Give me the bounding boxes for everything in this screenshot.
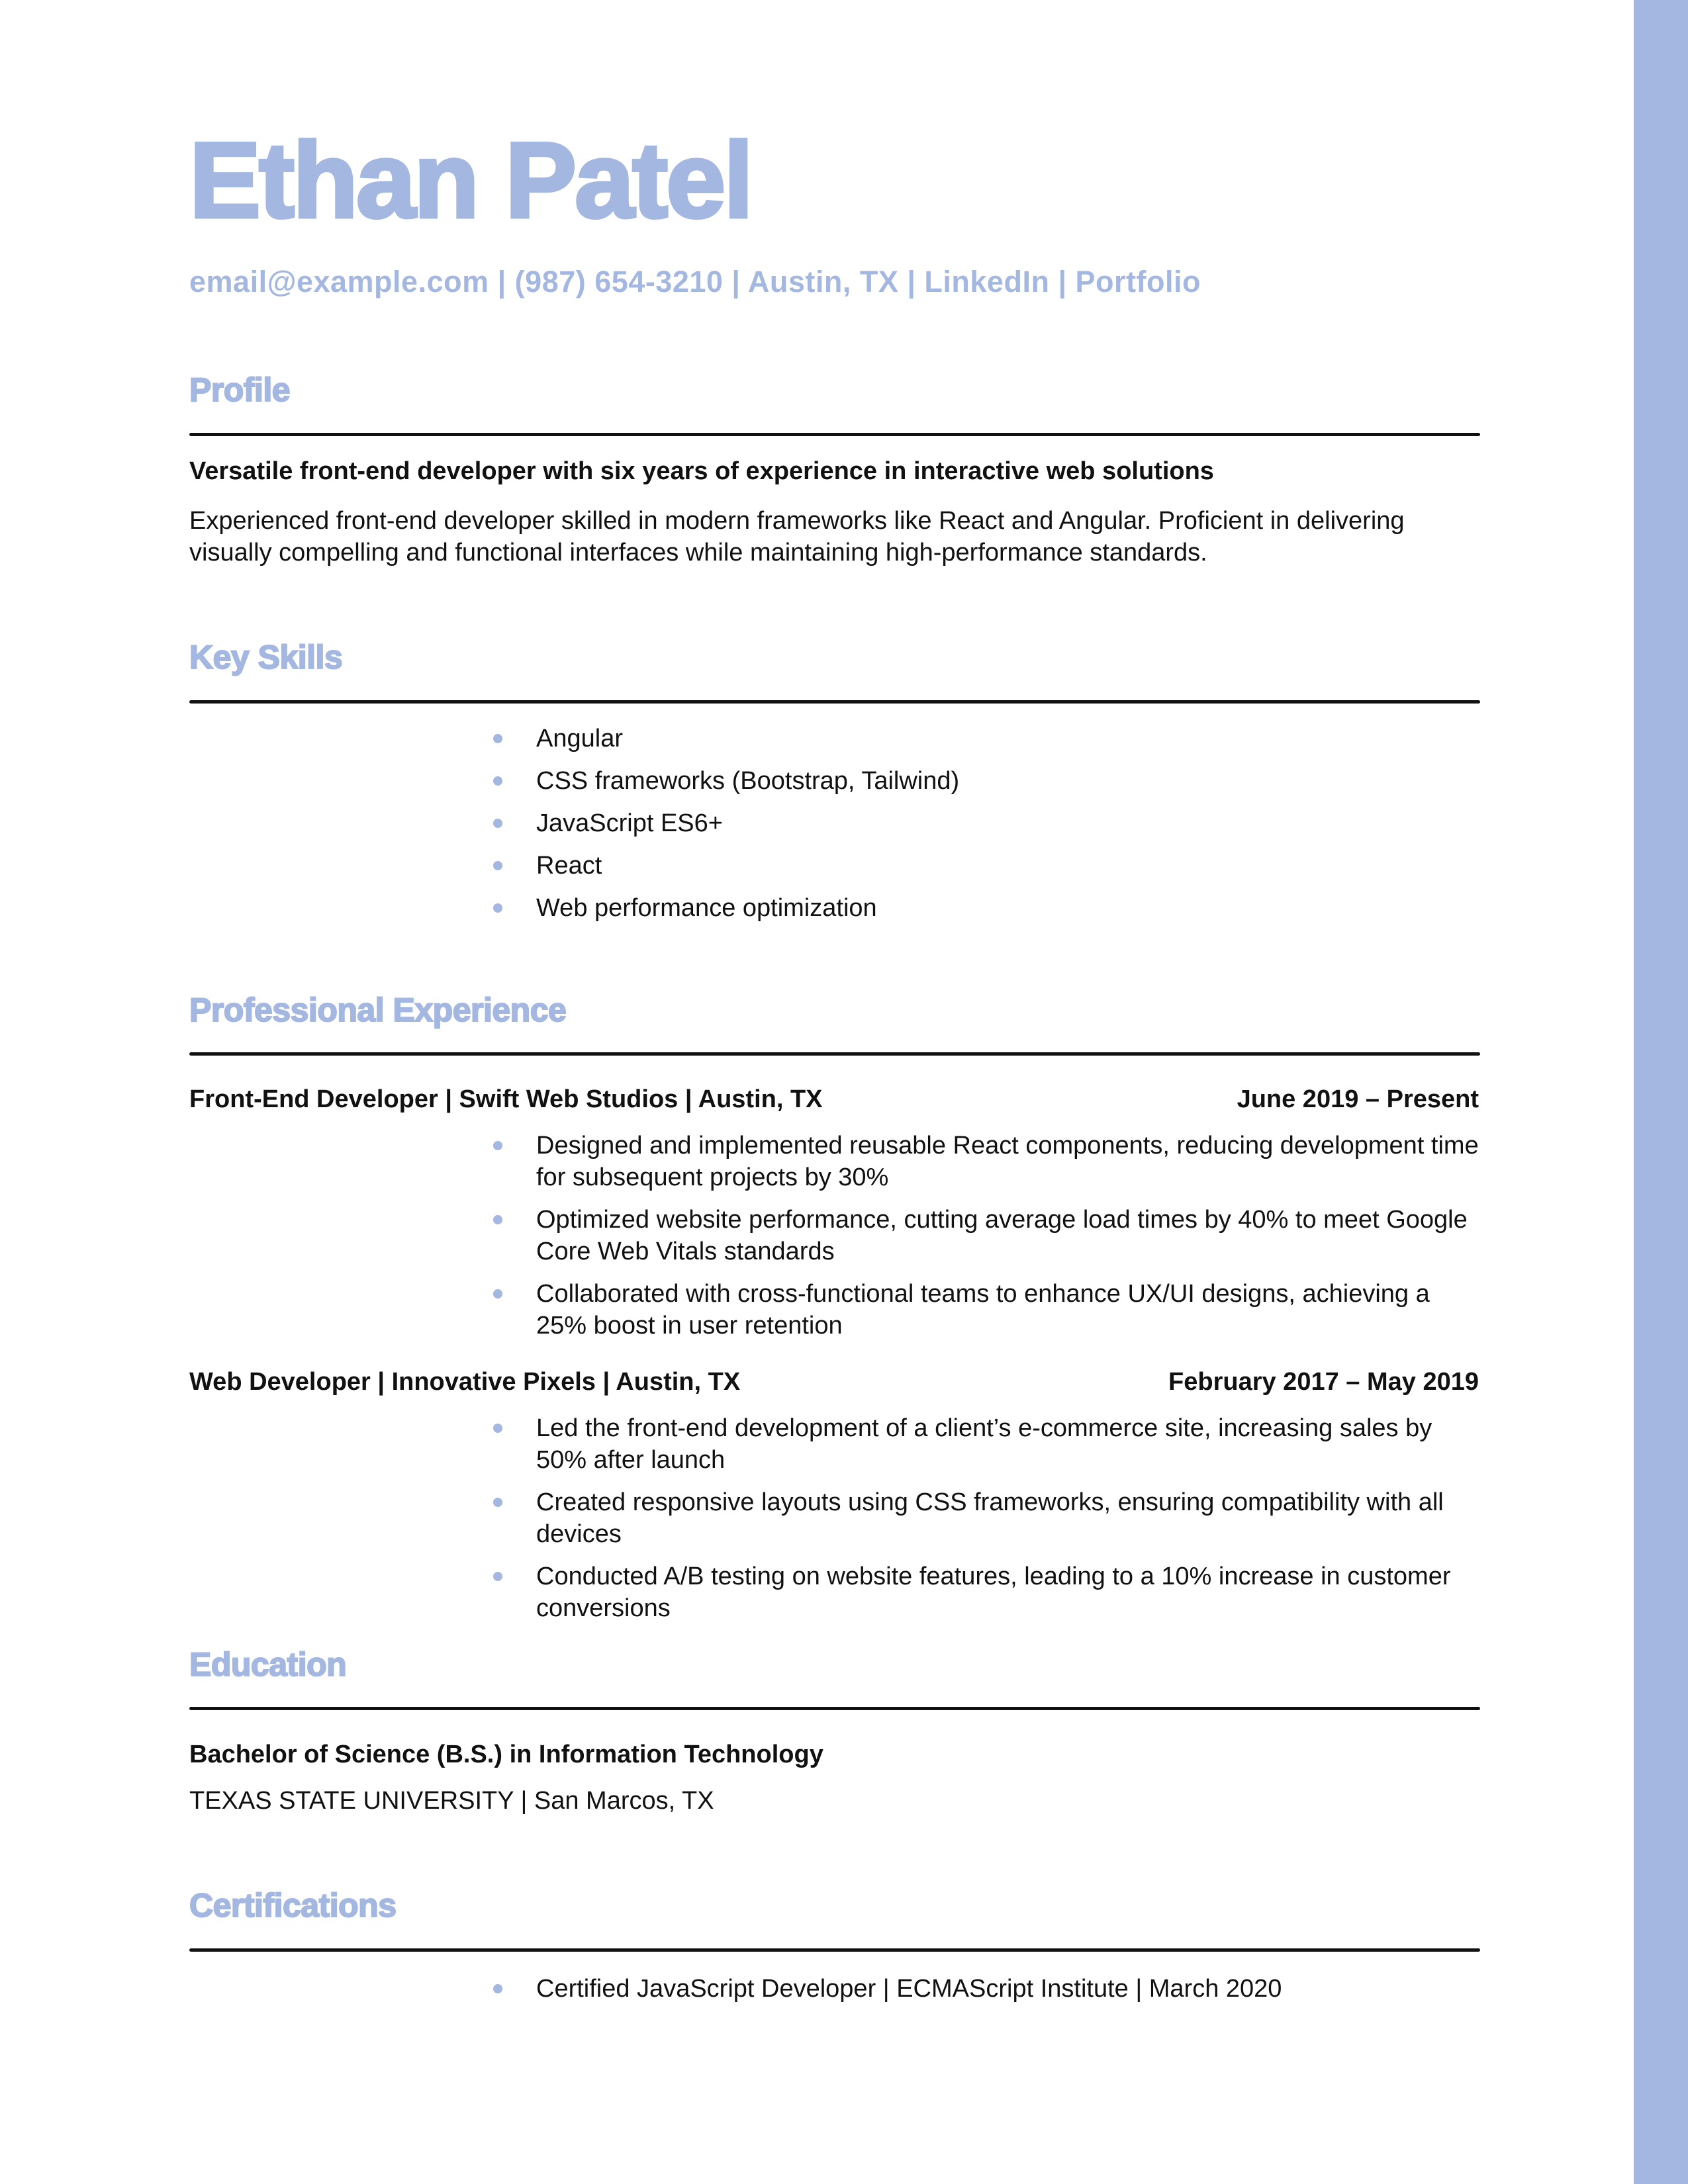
skills-heading: Key Skills [189,639,343,676]
skill-item: Web performance optimization [536,892,1483,924]
experience-divider [189,1052,1480,1056]
job-bullet: Created responsive layouts using CSS frameworks, ensuring compatibility with all devices [536,1486,1483,1550]
profile-summary: Experienced front-end developer skilled in modern frameworks like React and Angular. Proficient in delivering visually compelling and functional interfaces while maintaining high-performance standards. [189,507,1405,567]
bullet-dot-icon [493,903,502,913]
job-title: Front-End Developer | Swift Web Studios | Austin, TX [189,1085,823,1113]
certification-item: Certified JavaScript Developer | ECMAScript Institute | March 2020 [536,1973,1483,2005]
decorative-side-bar [1634,0,1688,2184]
bullet-dot-icon [493,1289,502,1298]
job-title: Web Developer | Innovative Pixels | Austin, TX [189,1368,741,1396]
job-bullets [536,1412,1483,1624]
education-heading: Education [189,1646,347,1683]
certifications-heading: Certifications [189,1887,397,1924]
certifications-divider [189,1948,1480,1952]
experience-heading: Professional Experience [189,991,567,1028]
profile-headline: Versatile front-end developer with six years of experience in interactive web solutions [189,457,1214,485]
bullet-dot-icon [493,819,502,828]
bullet-dot-icon [493,1572,502,1581]
candidate-name: Ethan Patel [189,120,752,240]
job-bullet: Designed and implemented reusable React components, reducing development time for subsequent projects by 30% [536,1130,1483,1193]
bullet-dot-icon [493,861,502,870]
job-bullet: Conducted A/B testing on website features, leading to a 10% increase in customer conversions [536,1561,1483,1624]
bullet-dot-icon [493,1424,502,1433]
bullet-dot-icon [493,776,502,786]
skill-item: JavaScript ES6+ [536,807,1483,839]
certifications-list [536,1973,1483,2005]
skill-item: CSS frameworks (Bootstrap, Tailwind) [536,765,1483,797]
profile-heading: Profile [189,371,291,408]
job-dates: June 2019 – Present [1237,1085,1479,1113]
job-bullets [536,1130,1483,1342]
contact-line: email@example.com | (987) 654-3210 | Austin, TX | LinkedIn | Portfolio [189,265,1201,298]
education-divider [189,1707,1480,1710]
skill-item: React [536,850,1483,882]
bullet-dot-icon [493,1498,502,1507]
job-bullet: Optimized website performance, cutting average load times by 40% to meet Google Core Web Vitals standards [536,1204,1483,1267]
job-bullet: Led the front-end development of a client’s e-commerce site, increasing sales by 50% after launch [536,1412,1483,1476]
bullet-dot-icon [493,1984,502,1993]
skills-divider [189,700,1480,704]
bullet-dot-icon [493,1141,502,1150]
job-dates: February 2017 – May 2019 [1168,1368,1479,1396]
bullet-dot-icon [493,1215,502,1224]
job-bullet: Collaborated with cross-functional teams to enhance UX/UI designs, achieving a 25% boost in user retention [536,1278,1483,1342]
degree: Bachelor of Science (B.S.) in Information Technology [189,1741,823,1768]
skill-item: Angular [536,723,1483,754]
school: TEXAS STATE UNIVERSITY | San Marcos, TX [189,1787,714,1815]
bullet-dot-icon [493,734,502,743]
profile-divider [189,433,1480,436]
skills-list [536,723,1483,924]
